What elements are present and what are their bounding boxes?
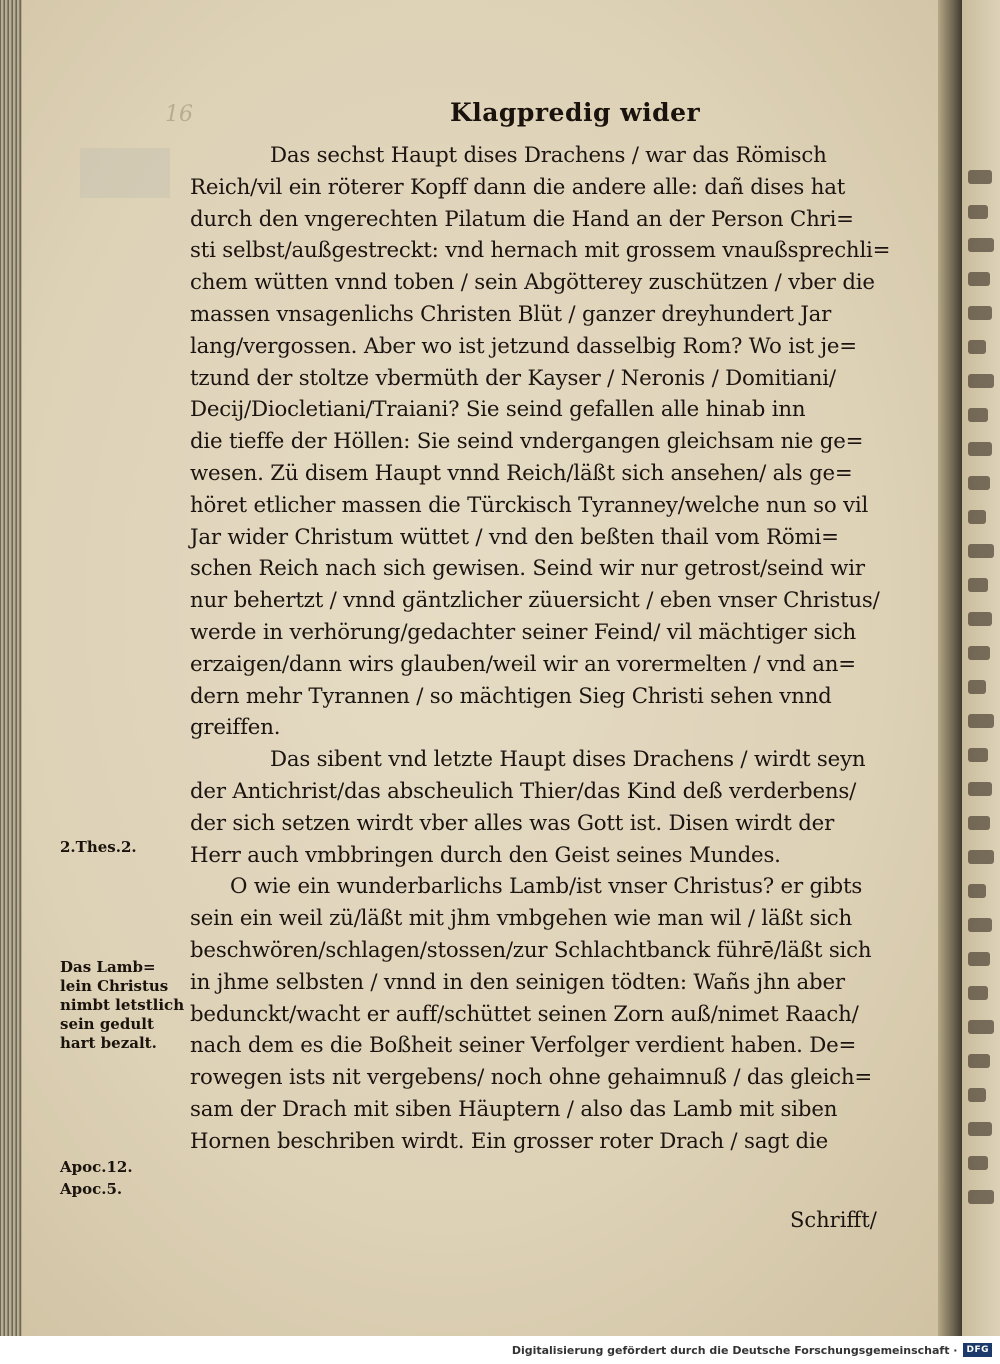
body-text (190, 140, 910, 1158)
text-line: die tieffe der Höllen: Sie seind vndergangen gleichsam nie ge= (190, 429, 864, 455)
page-number: 16 (165, 102, 193, 127)
text-line: sti selbst/außgestreckt: vnd hernach mit grossem vnaußsprechli= (190, 238, 891, 264)
text-line: O wie ein wunderbarlichs Lamb/ist vnser Christus? er gibts (230, 874, 863, 900)
text-line: Jar wider Christum wüttet / vnd den beßten thail vom Römi= (190, 524, 839, 550)
text-line: bedunckt/wacht er auff/schüttet seinen Zorn auß/nimet Raach/ (190, 1001, 859, 1027)
text-line: durch den vngerechten Pilatum die Hand an der Person Chri= (190, 206, 854, 232)
text-line: erzaigen/dann wirs glauben/weil wir an vorermelten / vnd an= (190, 651, 856, 677)
text-line: der Antichrist/das abscheulich Thier/das Kind deß verderbens/ (190, 778, 857, 804)
text-line: rowegen ists nit vergebens/ noch ohne gehaimnuß / das gleich= (190, 1065, 873, 1091)
margin-note-line: nimbt letstlich (60, 996, 185, 1014)
text-line: wesen. Zü disem Haupt vnnd Reich/läßt sich ansehen/ als ge= (190, 460, 853, 486)
text-line: lang/vergossen. Aber wo ist jetzund dasselbig Rom? Wo ist je= (190, 333, 857, 359)
text-line: Hornen beschriben wirdt. Ein grosser roter Drach / sagt die (190, 1128, 829, 1154)
bleed-through-stain (80, 148, 170, 198)
text-line: in jhme selbsten / vnnd in den seinigen tödten: Wañs jhn aber (190, 969, 845, 995)
text-line: tzund der stoltze vbermüth der Kayser / Neronis / Domitiani/ (190, 365, 836, 391)
text-line: schen Reich nach sich gewisen. Seind wir nur getrost/seind wir (190, 556, 865, 582)
margin-note-line: Das Lamb= (60, 958, 156, 976)
margin-note-line: lein Christus (60, 977, 169, 995)
text-line: sam der Drach mit siben Häuptern / also das Lamb mit siben (190, 1096, 838, 1122)
margin-note-reference: 2.Thes.2. (60, 838, 137, 856)
text-line: greiffen. (190, 715, 281, 741)
dfg-logo: DFG (963, 1343, 992, 1357)
text-line: nur behertzt / vnnd gäntzlicher züuersicht / eben vnser Christus/ (190, 588, 880, 614)
text-line: Das sibent vnd letzte Haupt dises Drachens / wirdt seyn (270, 747, 866, 773)
text-line: chem wütten vnnd toben / sein Abgötterey zuschützen / vber die (190, 270, 875, 296)
text-line: höret etlicher massen die Türckisch Tyranney/welche nun so vil (190, 492, 869, 518)
margin-note-line: sein gedult (60, 1015, 154, 1033)
text-line: dern mehr Tyrannen / so mächtigen Sieg Christi sehen vnnd (190, 683, 832, 709)
text-line: Decij/Diocletiani/Traiani? Sie seind gefallen alle hinab inn (190, 397, 806, 423)
text-line: Herr auch vmbbringen durch den Geist seines Mundes. (190, 842, 781, 868)
text-line: werde in verhörung/gedachter seiner Feind/ vil mächtiger sich (190, 619, 857, 645)
text-line: nach dem es die Boßheit seiner Verfolger verdient haben. De= (190, 1033, 857, 1059)
text-line: massen vnsagenlichs Christen Blüt / ganzer dreyhundert Jar (190, 301, 832, 327)
text-line: beschwören/schlagen/stossen/zur Schlachtbanck führē/läßt sich (190, 937, 872, 963)
footer-bar (0, 1336, 1000, 1364)
footer-credit: Digitalisierung gefördert durch die Deutsche Forschungsgemeinschaft · (511, 1343, 958, 1357)
margin-note-reference: Apoc.5. (60, 1180, 123, 1198)
margin-note-gloss (60, 958, 184, 1053)
page-stack-edge (0, 0, 22, 1336)
text-line: sein ein weil zü/läßt mit jhm vmbgehen wie man wil / läßt sich (190, 906, 853, 932)
text-line: Das sechst Haupt dises Drachens / war das Römisch (270, 143, 827, 168)
running-header: Klagpredig wider (450, 98, 701, 127)
text-line: der sich setzen wirdt vber alles was Gott ist. Disen wirdt der (190, 810, 835, 836)
text-line: Reich/vil ein röterer Kopff dann die andere alle: dañ dises hat (190, 174, 846, 200)
margin-note-reference: Apoc.12. (60, 1158, 133, 1176)
facing-page-edge (962, 0, 1000, 1336)
margin-note-line: hart bezalt. (60, 1034, 157, 1052)
catchword: Schrifft/ (790, 1208, 877, 1232)
